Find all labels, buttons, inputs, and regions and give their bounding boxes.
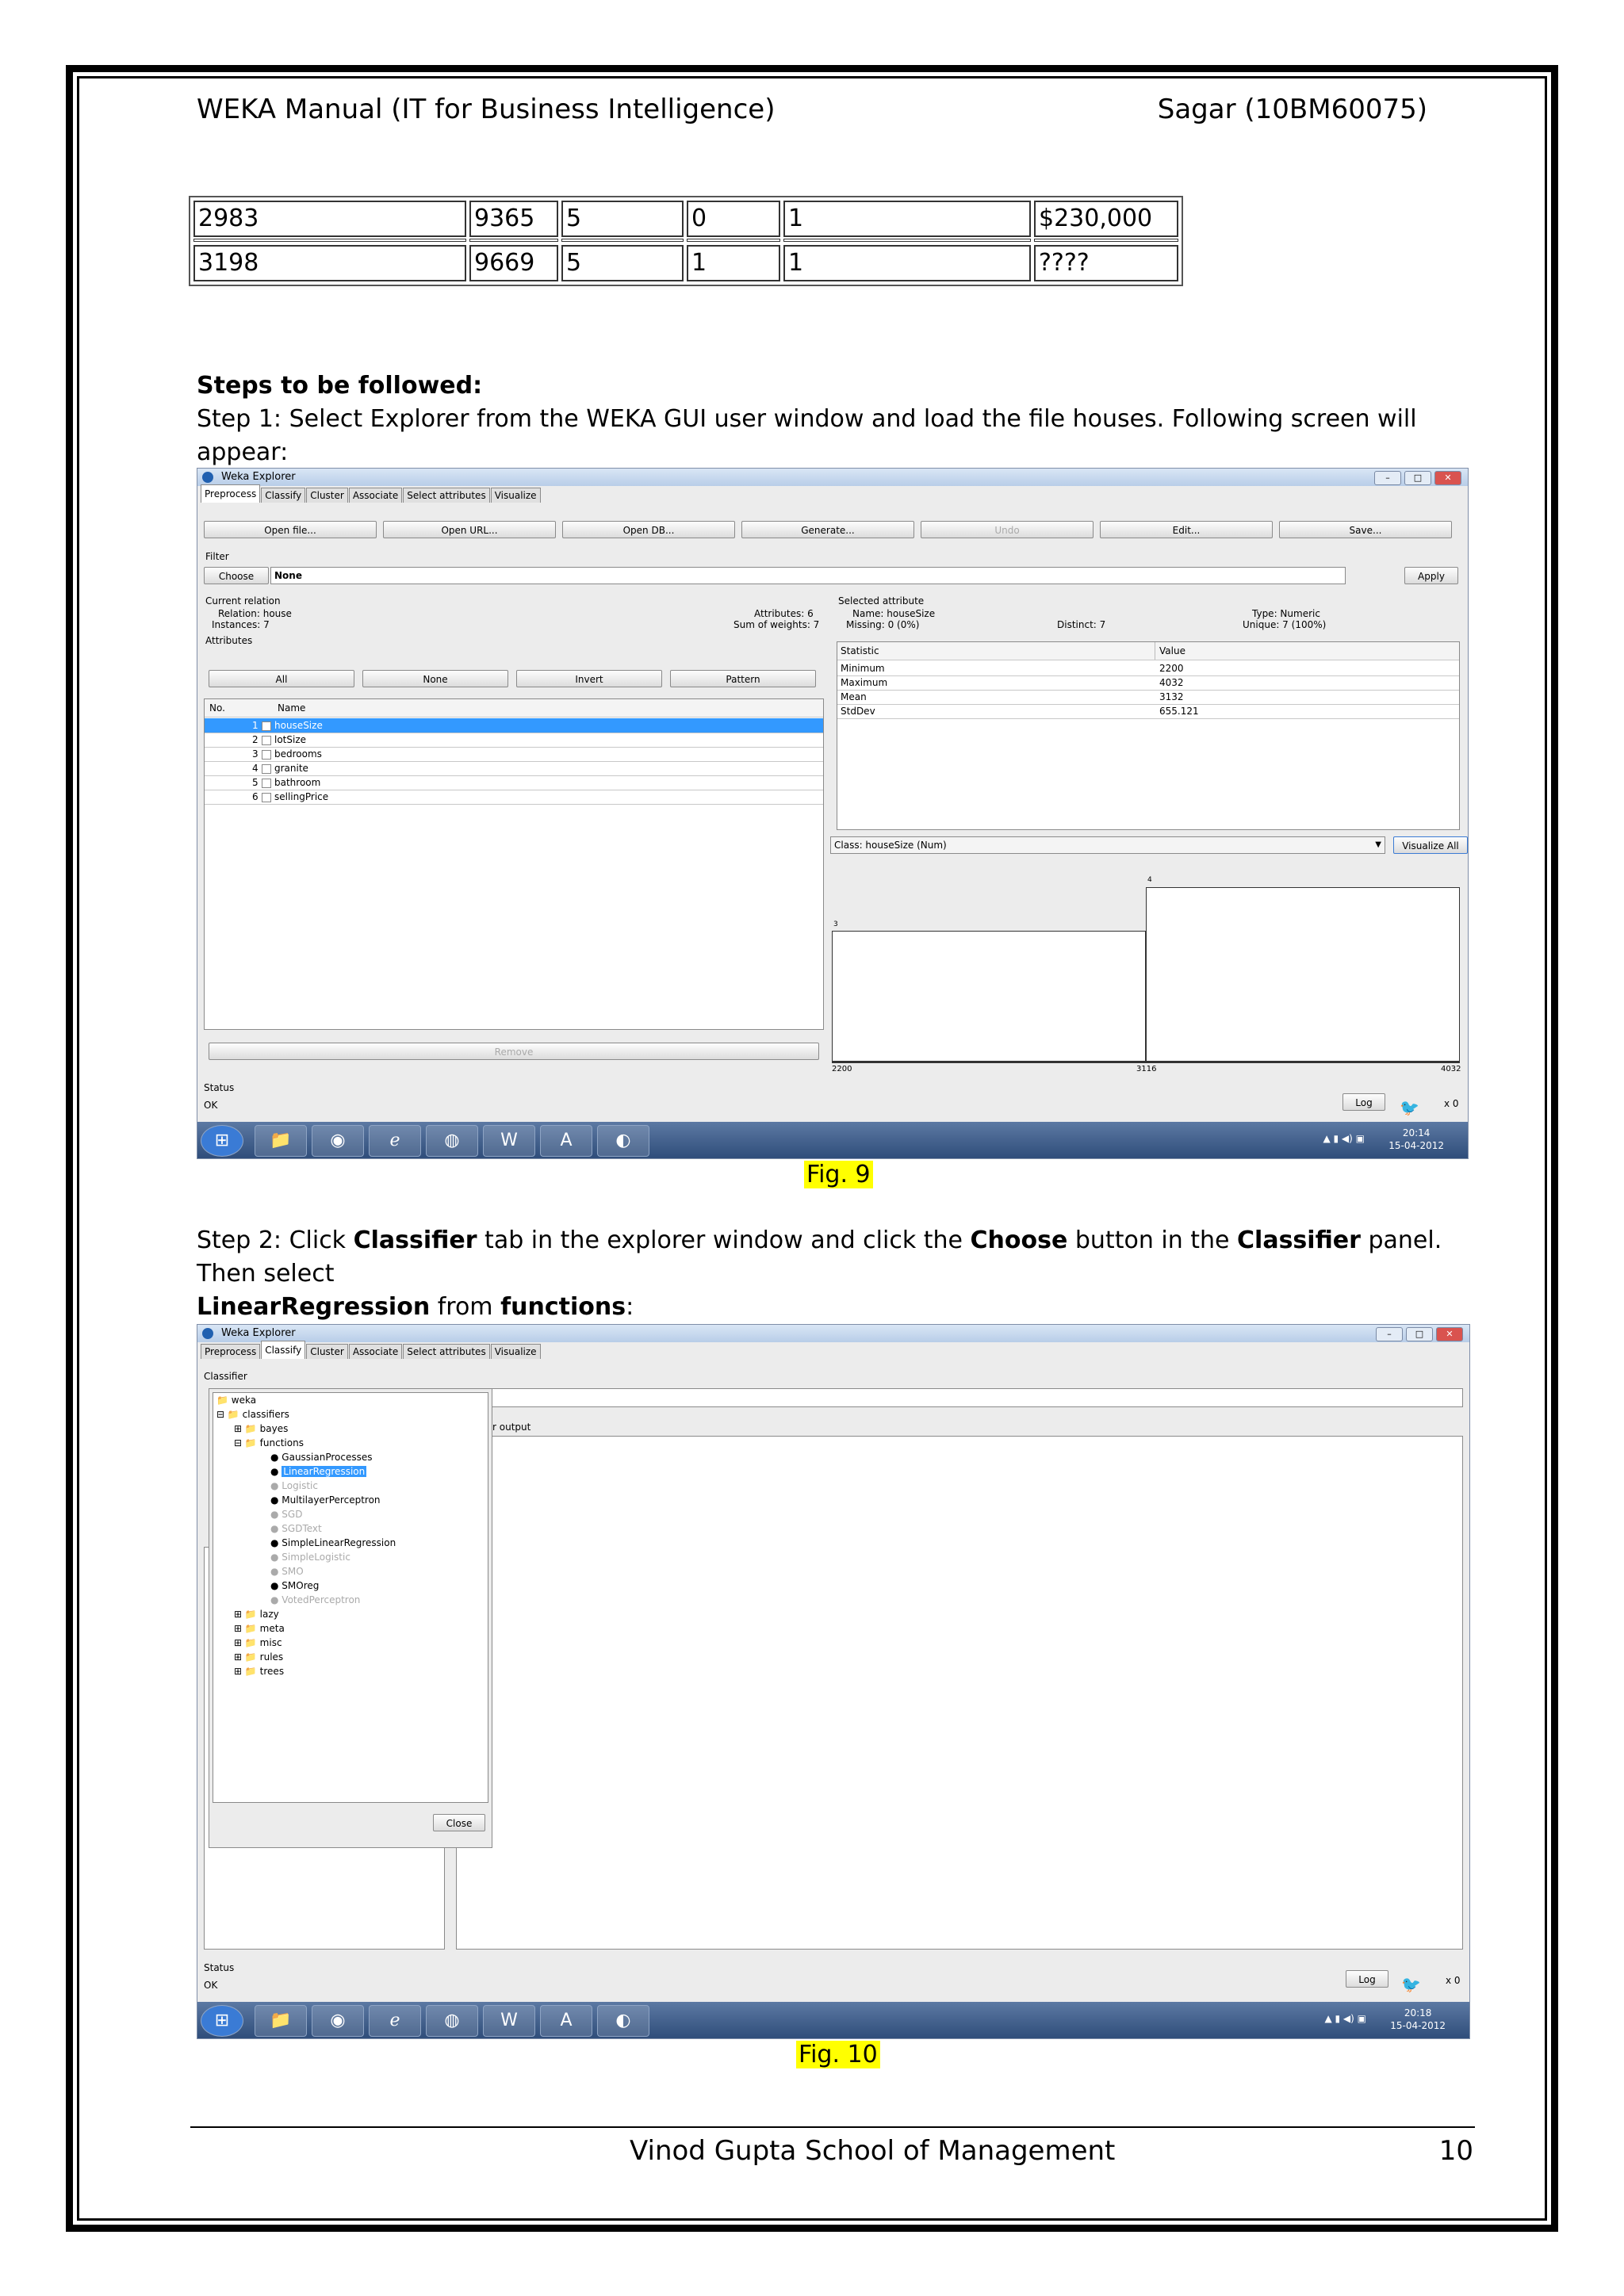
attr-name: lotSize: [274, 734, 307, 745]
weka-bird-icon: [202, 472, 213, 483]
attribute-row[interactable]: [205, 761, 823, 776]
table-cell: 1: [783, 245, 1031, 281]
edit-button[interactable]: Edit...: [1100, 521, 1273, 538]
status-text: OK: [204, 1100, 218, 1111]
explorer-tabs: [201, 488, 542, 503]
minimize-button[interactable]: –: [1376, 1327, 1403, 1341]
folder-icon: 📁: [244, 1623, 257, 1634]
tab-associate[interactable]: Associate: [349, 1344, 402, 1359]
maximize-button[interactable]: □: [1404, 471, 1431, 485]
folder-icon: 📁: [244, 1437, 257, 1448]
tree-leaf-sgdtext[interactable]: ● SGDText: [270, 1523, 322, 1534]
attr-no: 1: [252, 720, 259, 731]
tab-cluster[interactable]: Cluster: [306, 1344, 348, 1359]
weka-explorer-screenshot-preprocess: [197, 468, 1469, 1159]
stats-row: [837, 704, 1459, 719]
tree-leaf-logistic[interactable]: ● Logistic: [270, 1480, 318, 1491]
sum-of-weights: Sum of weights: 7: [733, 619, 820, 630]
tab-select-attributes[interactable]: Select attributes: [403, 488, 489, 503]
collapse-icon: ⊟: [234, 1437, 243, 1448]
histogram-bar-label: 3: [833, 920, 838, 928]
weka-taskbar-icon[interactable]: ◐: [597, 2005, 649, 2037]
status-label: Status: [204, 1082, 235, 1093]
col-name-header: Name: [278, 702, 306, 714]
tree-node-bayes[interactable]: ⊞ 📁 bayes: [234, 1423, 289, 1434]
classifier-chooser-popup: [209, 1388, 492, 1848]
attr-no: 2: [252, 734, 259, 745]
tree-node-misc[interactable]: ⊞ 📁 misc: [234, 1637, 282, 1648]
window-title: Weka Explorer: [221, 1327, 296, 1339]
attribute-row-selected[interactable]: [205, 718, 823, 733]
log-button[interactable]: Log: [1342, 1093, 1385, 1111]
select-none-button[interactable]: None: [362, 670, 508, 687]
tree-leaf-simplelinearregression[interactable]: ● SimpleLinearRegression: [270, 1537, 396, 1548]
histogram-bar: [832, 931, 1146, 1062]
header-author: Sagar (10BM60075): [1157, 94, 1427, 125]
attr-name: bedrooms: [274, 748, 322, 760]
attr-checkbox[interactable]: [262, 736, 271, 745]
attr-checkbox[interactable]: [262, 793, 271, 802]
expand-icon: ⊞: [234, 1666, 243, 1677]
apply-button[interactable]: Apply: [1404, 567, 1458, 584]
word-icon[interactable]: W: [483, 2005, 535, 2037]
selected-attr-name: Name: houseSize: [852, 608, 936, 619]
filter-choose-button[interactable]: Choose: [204, 567, 269, 584]
tab-visualize[interactable]: Visualize: [491, 1344, 541, 1359]
folder-icon: 📁: [244, 1637, 257, 1648]
statistics-table: [837, 641, 1460, 830]
collapse-icon: ⊟: [216, 1409, 225, 1420]
tab-preprocess[interactable]: Preprocess: [201, 484, 260, 503]
close-window-button[interactable]: ✕: [1434, 471, 1461, 485]
selected-attr-missing: Missing: 0 (0%): [846, 619, 920, 630]
system-tray-icons: ▲ ▮ ◀) ▣: [1324, 2013, 1366, 2024]
step2-text: Step 2: Click Classifier tab in the explorer window and click the Choose button in the Classifier panel. Then select LinearRegression from functions:: [197, 1226, 1442, 1321]
file-explorer-icon[interactable]: 📁: [255, 2005, 307, 2037]
log-button[interactable]: Log: [1346, 1970, 1388, 1988]
selected-attr-type: Type: Numeric: [1252, 608, 1320, 619]
selected-attribute-label: Selected attribute: [838, 595, 925, 607]
tree-leaf-smoreg[interactable]: ● SMOreg: [270, 1580, 320, 1591]
tree-leaf-sgd[interactable]: ● SGD: [270, 1509, 303, 1520]
attribute-row[interactable]: [205, 733, 823, 748]
invert-button[interactable]: Invert: [516, 670, 662, 687]
step1-text: Step 1: Select Explorer from the WEKA GUI user window and load the file houses. Following screen will appear:: [197, 405, 1417, 466]
file-explorer-icon[interactable]: 📁: [255, 1125, 307, 1157]
attr-name: granite: [274, 763, 308, 774]
open-url-button[interactable]: Open URL...: [383, 521, 556, 538]
taskbar-clock: [1390, 2007, 1446, 2032]
close-popup-button[interactable]: Close: [433, 1814, 485, 1831]
fig10-caption: Fig. 10: [796, 2041, 880, 2068]
table-cell: 5: [561, 201, 684, 237]
table-cell: 1: [783, 201, 1031, 237]
folder-icon: 📁: [227, 1409, 239, 1420]
stat-name: StdDev: [841, 706, 875, 717]
tree-leaf-multilayerperceptron[interactable]: ● MultilayerPerceptron: [270, 1494, 381, 1506]
visualize-all-button[interactable]: Visualize All: [1393, 836, 1468, 854]
attr-no: 4: [252, 763, 259, 774]
task-count: x 0: [1444, 1098, 1459, 1109]
tree-leaf-smo[interactable]: ● SMO: [270, 1566, 304, 1577]
expand-icon: ⊞: [234, 1423, 243, 1434]
expand-icon: ⊞: [234, 1651, 243, 1663]
folder-icon: 📁: [244, 1666, 257, 1677]
attribute-row[interactable]: [205, 790, 823, 805]
windows-taskbar: [197, 1122, 1468, 1158]
stats-header: [837, 642, 1459, 660]
histogram-axis-label: 3116: [1136, 1065, 1157, 1073]
internet-explorer-icon[interactable]: ℯ: [369, 2005, 421, 2037]
window-titlebar: [197, 1325, 1469, 1342]
system-tray-icons: ▲ ▮ ◀) ▣: [1323, 1133, 1365, 1144]
open-file-button[interactable]: Open file...: [204, 521, 377, 538]
folder-icon: 📁: [244, 1609, 257, 1620]
attr-no: 5: [252, 777, 259, 788]
stat-name: Mean: [841, 691, 867, 702]
chrome-icon[interactable]: ◉: [312, 2005, 364, 2037]
attr-checkbox[interactable]: [262, 764, 271, 774]
stat-name: Maximum: [841, 677, 888, 688]
start-button-icon[interactable]: ⊞: [201, 1125, 243, 1157]
table-cell: 5: [561, 245, 684, 281]
histogram-axis-label: 4032: [1441, 1065, 1461, 1073]
attribute-row[interactable]: [205, 775, 823, 790]
stat-col-header: Statistic: [841, 645, 879, 656]
attr-no: 3: [252, 748, 259, 760]
tab-classify[interactable]: Classify: [261, 1341, 305, 1359]
tab-classify[interactable]: Classify: [261, 488, 305, 503]
steps-heading: Steps to be followed:: [197, 372, 483, 400]
classifier-output-area[interactable]: [456, 1436, 1463, 1950]
class-select[interactable]: [830, 836, 1385, 854]
table-cell: 9669: [469, 245, 558, 281]
tab-preprocess[interactable]: Preprocess: [201, 1344, 260, 1359]
expand-icon: ⊞: [234, 1637, 243, 1648]
stats-row: [837, 661, 1459, 676]
attr-checkbox[interactable]: [262, 750, 271, 760]
pattern-button[interactable]: Pattern: [670, 670, 816, 687]
fig9-caption: Fig. 9: [804, 1161, 873, 1188]
histogram-axis-label: 2200: [832, 1065, 852, 1073]
histogram-axis: [832, 1062, 1460, 1063]
generate-button[interactable]: Generate...: [741, 521, 914, 538]
status-text: OK: [204, 1980, 218, 1991]
acrobat-icon[interactable]: A: [540, 1125, 592, 1157]
stats-row: [837, 690, 1459, 705]
tab-cluster[interactable]: Cluster: [306, 488, 348, 503]
footer-school: Vinod Gupta School of Management: [630, 2135, 1116, 2167]
tree-leaf-linearregression[interactable]: ● LinearRegression: [270, 1466, 366, 1477]
window-titlebar: [197, 469, 1468, 486]
tree-leaf-votedperceptron[interactable]: ● VotedPerceptron: [270, 1594, 361, 1605]
tree-node-meta[interactable]: ⊞ 📁 meta: [234, 1623, 285, 1634]
tree-node-trees[interactable]: ⊞ 📁 trees: [234, 1666, 285, 1677]
header-title: WEKA Manual (IT for Business Intelligence): [197, 94, 776, 125]
tab-associate[interactable]: Associate: [349, 488, 402, 503]
undo-button[interactable]: Undo: [921, 521, 1094, 538]
relation-name: Relation: house: [218, 608, 292, 619]
folder-icon: 📁: [244, 1651, 257, 1663]
page-number: 10: [1438, 2135, 1473, 2167]
tree-node-lazy[interactable]: ⊞ 📁 lazy: [234, 1609, 279, 1620]
weka-explorer-screenshot-classify: [197, 1324, 1470, 2039]
attributes-list-header: [205, 699, 823, 718]
classifier-output-label: r output: [492, 1422, 531, 1433]
tree-node-rules[interactable]: ⊞ 📁 rules: [234, 1651, 284, 1663]
class-select-value: Class: houseSize (Num): [834, 840, 947, 851]
stat-name: Minimum: [841, 663, 885, 674]
histogram-bar: [1146, 887, 1460, 1062]
save-button[interactable]: Save...: [1279, 521, 1452, 538]
classifier-field[interactable]: [486, 1388, 1463, 1407]
weka-bird-icon: [202, 1328, 213, 1339]
selected-attr-distinct: Distinct: 7: [1057, 619, 1106, 630]
table-cell: ????: [1034, 245, 1178, 281]
task-count: x 0: [1446, 1975, 1461, 1986]
select-all-button[interactable]: All: [209, 670, 354, 687]
stat-value: 3132: [1159, 691, 1184, 702]
tree-node-functions[interactable]: ⊟ 📁 functions: [234, 1437, 304, 1448]
attr-no: 6: [252, 791, 259, 802]
attributes-list: [204, 698, 824, 1030]
col-no-header: No.: [209, 702, 225, 714]
stat-value: 655.121: [1159, 706, 1199, 717]
attribute-row[interactable]: [205, 747, 823, 762]
clock-date: 15-04-2012: [1388, 1140, 1444, 1151]
table-row: [192, 199, 1180, 239]
internet-explorer-icon[interactable]: ℯ: [369, 1125, 421, 1157]
attr-name: houseSize: [274, 720, 323, 731]
histogram-bar-label: 4: [1147, 876, 1152, 884]
chevron-down-icon: ▼: [1375, 840, 1381, 849]
table-cell: 9365: [469, 201, 558, 237]
classifier-panel-label: Classifier: [204, 1371, 247, 1382]
table-cell: 1: [687, 245, 780, 281]
filter-field[interactable]: None: [270, 567, 1346, 584]
word-icon[interactable]: W: [483, 1125, 535, 1157]
tab-visualize[interactable]: Visualize: [491, 488, 541, 503]
open-db-button[interactable]: Open DB...: [562, 521, 735, 538]
expand-icon: ⊞: [234, 1623, 243, 1634]
taskbar-clock: [1388, 1127, 1444, 1152]
table-cell: 2983: [193, 201, 466, 237]
current-relation-label: Current relation: [205, 595, 281, 607]
value-col-header: Value: [1159, 645, 1185, 656]
data-table: [189, 196, 1183, 286]
start-button-icon[interactable]: ⊞: [201, 2005, 243, 2037]
firefox-icon[interactable]: ◍: [426, 1125, 478, 1157]
clock-time: 20:14: [1402, 1127, 1431, 1138]
acrobat-icon[interactable]: A: [540, 2005, 592, 2037]
stat-value: 2200: [1159, 663, 1184, 674]
minimize-button[interactable]: –: [1374, 471, 1401, 485]
expand-icon: ⊞: [234, 1609, 243, 1620]
tree-node-root[interactable]: 📁 weka: [216, 1395, 257, 1406]
table-row: [192, 243, 1180, 283]
footer-divider: [190, 2126, 1475, 2128]
remove-button[interactable]: Remove: [209, 1043, 819, 1060]
selected-attr-unique: Unique: 7 (100%): [1243, 619, 1327, 630]
status-label: Status: [204, 1962, 235, 1973]
attr-checkbox[interactable]: [262, 721, 271, 731]
weka-bird-status-icon: 🐦: [1400, 1098, 1419, 1117]
clock-date: 15-04-2012: [1390, 2020, 1446, 2031]
instances-count: Instances: 7: [212, 619, 270, 630]
attr-checkbox[interactable]: [262, 779, 271, 788]
window-title: Weka Explorer: [221, 471, 296, 483]
weka-bird-status-icon: 🐦: [1401, 1975, 1421, 1994]
tree-node-classifiers[interactable]: ⊟ 📁 classifiers: [216, 1409, 289, 1420]
tab-select-attributes[interactable]: Select attributes: [403, 1344, 489, 1359]
clock-time: 20:18: [1404, 2007, 1432, 2019]
table-cell: $230,000: [1034, 201, 1178, 237]
folder-icon: 📁: [244, 1423, 257, 1434]
explorer-tabs: [201, 1344, 542, 1359]
firefox-icon[interactable]: ◍: [426, 2005, 478, 2037]
tree-leaf-gaussianprocesses[interactable]: ● GaussianProcesses: [270, 1452, 373, 1463]
weka-taskbar-icon[interactable]: ◐: [597, 1125, 649, 1157]
stats-row: [837, 675, 1459, 691]
filter-label: Filter: [205, 551, 229, 562]
maximize-button[interactable]: □: [1406, 1327, 1433, 1341]
folder-icon: 📁: [216, 1395, 228, 1406]
attr-name: sellingPrice: [274, 791, 329, 802]
table-cell: 3198: [193, 245, 466, 281]
attributes-label: Attributes: [205, 635, 253, 646]
close-window-button[interactable]: ✕: [1436, 1327, 1463, 1341]
windows-taskbar: [197, 2002, 1469, 2038]
table-cell: 0: [687, 201, 780, 237]
chrome-icon[interactable]: ◉: [312, 1125, 364, 1157]
stat-value: 4032: [1159, 677, 1184, 688]
classifier-tree: [213, 1392, 488, 1803]
attributes-count: Attributes: 6: [754, 608, 814, 619]
attr-name: bathroom: [274, 777, 321, 788]
tree-leaf-simplelogistic[interactable]: ● SimpleLogistic: [270, 1552, 350, 1563]
